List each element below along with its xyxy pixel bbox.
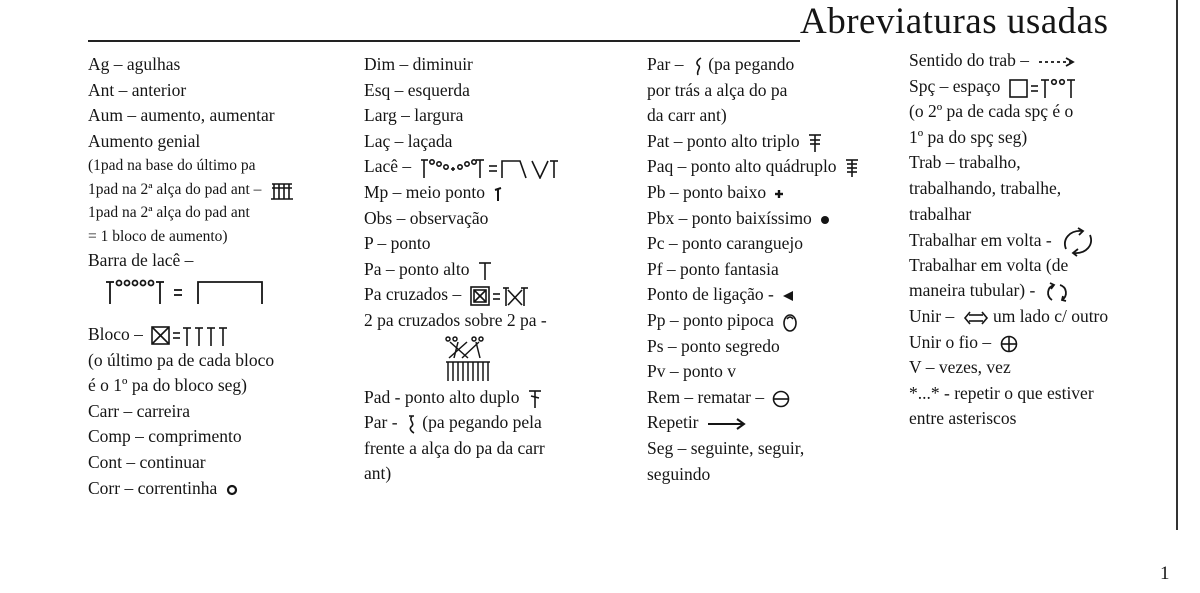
- entry-text: Pa – ponto alto: [364, 258, 470, 279]
- entry-with-symbol: [647, 308, 859, 334]
- entry-text: Bloco –: [88, 323, 143, 344]
- entry-with-symbol: [909, 278, 1108, 304]
- entry-text: Sentido do trab –: [909, 50, 1030, 70]
- abbreviation-column-4: [909, 48, 1108, 432]
- left-triangle-icon: [782, 290, 794, 302]
- entry: Larg – largura: [364, 105, 464, 126]
- ponto-alto-quadruplo-symbol-icon: [845, 158, 859, 178]
- entry-text: Repetir: [647, 412, 699, 433]
- entry-with-symbol: [647, 154, 859, 180]
- entry-text: Trabalhar em volta -: [909, 230, 1052, 251]
- entry-with-symbol: [647, 410, 859, 436]
- entry: é o 1º pa do bloco seg): [88, 375, 247, 396]
- entry: entre asteriscos: [909, 408, 1017, 429]
- two-crossed-pa-symbol-icon: [364, 334, 570, 385]
- entry: Comp – comprimento: [88, 426, 242, 447]
- entry: por trás a alça do pa: [647, 79, 788, 100]
- dashed-right-arrow-icon: [1037, 56, 1077, 68]
- meio-ponto-symbol-icon: [493, 186, 503, 202]
- abbreviation-column-1: [88, 52, 295, 501]
- entry: V – vezes, vez: [909, 357, 1011, 378]
- entry-text: Lacê –: [364, 156, 412, 177]
- ponto-alto-triplo-symbol-icon: [808, 133, 822, 153]
- entry: Cont – continuar: [88, 451, 206, 472]
- entry-with-symbol: [364, 257, 570, 283]
- entry-with-symbol: [909, 304, 1108, 330]
- entry: (o último pa de cada bloco: [88, 349, 275, 370]
- page-number: 1: [1160, 563, 1170, 584]
- back-post-symbol-icon: [692, 56, 704, 76]
- entry: (o 2º pa de cada spç é o: [909, 101, 1074, 122]
- entry-with-symbol: [647, 206, 859, 232]
- entry-text: Paq – ponto alto quádruplo: [647, 156, 837, 177]
- abbreviation-column-2: [364, 52, 570, 487]
- entry-text: Unir –: [909, 305, 955, 326]
- entry-with-symbol: [88, 476, 295, 502]
- entry-with-symbol: [909, 74, 1108, 100]
- entry: Barra de lacê –: [88, 250, 194, 271]
- entry: = 1 bloco de aumento): [88, 227, 228, 245]
- ponto-alto-symbol-icon: [478, 261, 492, 281]
- entry: trabalhando, trabalhe,: [909, 177, 1062, 198]
- entry-text-suffix: (pa pegando: [708, 54, 795, 74]
- entry-text: Pat – ponto alto triplo: [647, 130, 800, 151]
- entry-text: Unir o fio –: [909, 331, 992, 352]
- entry-text-suffix: um lado c/ outro: [992, 305, 1109, 326]
- plus-icon: [774, 189, 784, 199]
- entry-text: Pbx – ponto baixíssimo: [647, 207, 812, 228]
- entry: Pv – ponto v: [647, 361, 736, 382]
- entry: Pf – ponto fantasia: [647, 258, 779, 279]
- entry-text: Par –: [647, 54, 684, 74]
- entry-text: Ponto de ligação -: [647, 284, 774, 305]
- entry-text: Pad - ponto alto duplo: [364, 386, 520, 407]
- entry-with-symbol: [647, 282, 859, 308]
- entry: Dim – diminuir: [364, 54, 473, 74]
- entry-with-symbol: [647, 52, 859, 78]
- entry: Carr – carreira: [88, 400, 191, 421]
- entry: Esq – esquerda: [364, 79, 470, 100]
- entry: Trab – trabalho,: [909, 152, 1021, 173]
- entry-text: Mp – meio ponto: [364, 181, 486, 202]
- entry: *...* - repetir o que estiver: [909, 382, 1094, 403]
- front-post-symbol-icon: [406, 414, 418, 434]
- tubular-arrows-icon: [1044, 282, 1070, 302]
- pa-cruzados-symbol-icon: [470, 285, 534, 307]
- espaco-symbol-icon: [1009, 77, 1089, 99]
- entry: ant): [364, 463, 392, 484]
- aumento-genial-symbol-icon: [269, 180, 295, 200]
- open-circle-icon: [226, 484, 238, 496]
- entry-text: Pa cruzados –: [364, 284, 462, 305]
- entry: Ag – agulhas: [88, 54, 181, 74]
- page-title: Abreviaturas usadas: [800, 1, 1109, 42]
- entry-text: Par -: [364, 412, 398, 433]
- ponto-alto-duplo-symbol-icon: [528, 389, 542, 409]
- entry: Ps – ponto segredo: [647, 335, 780, 356]
- entry-with-symbol: [364, 180, 570, 206]
- entry: Ant – anterior: [88, 79, 187, 100]
- entry: Aumento genial: [88, 130, 201, 151]
- entry-text: Pb – ponto baixo: [647, 181, 767, 202]
- entry-with-symbol: [909, 330, 1108, 356]
- entry-with-symbol: [647, 129, 859, 155]
- entry-with-symbol: [364, 385, 570, 411]
- circle-plus-icon: [1000, 335, 1018, 353]
- entry: Aum – aumento, aumentar: [88, 105, 275, 126]
- circle-minus-icon: [772, 390, 790, 408]
- entry-text: Corr – correntinha: [88, 477, 218, 498]
- entry-with-symbol: [364, 410, 570, 436]
- entry: 1º pa do spç seg): [909, 126, 1028, 147]
- title-rule: [88, 40, 800, 42]
- barra-de-lace-symbol-icon: [88, 274, 295, 314]
- entry-with-symbol: [364, 154, 570, 180]
- entry-with-symbol: [364, 282, 570, 308]
- entry-with-symbol: [909, 227, 1108, 253]
- entry-text-suffix: (pa pegando pela: [422, 412, 542, 433]
- entry: Obs – observação: [364, 207, 489, 228]
- entry: da carr ant): [647, 105, 727, 126]
- entry-with-symbol: [647, 180, 859, 206]
- entry-text: Pp – ponto pipoca: [647, 309, 774, 330]
- entry-with-symbol: [88, 178, 295, 202]
- entry: Trabalhar em volta (de: [909, 254, 1069, 275]
- entry: Laç – laçada: [364, 130, 453, 151]
- page-edge-rule: [1176, 0, 1178, 530]
- entry-text: Spç – espaço: [909, 75, 1001, 96]
- entry-with-symbol: [88, 322, 295, 348]
- lace-symbol-icon: [420, 157, 570, 179]
- entry: 1pad na 2ª alça do pad ant: [88, 204, 250, 222]
- abbreviation-column-3: [647, 52, 859, 487]
- long-right-arrow-icon: [707, 418, 747, 430]
- filled-dot-icon: [820, 215, 830, 225]
- bloco-symbol-icon: [151, 325, 231, 347]
- entry: Pc – ponto caranguejo: [647, 233, 803, 254]
- entry-text: Rem – rematar –: [647, 386, 765, 407]
- entry-text: maneira tubular) -: [909, 280, 1036, 301]
- entry: 2 pa cruzados sobre 2 pa -: [364, 309, 547, 330]
- entry: seguindo: [647, 463, 711, 484]
- entry: Seg – seguinte, seguir,: [647, 437, 805, 458]
- pipoca-symbol-icon: [782, 312, 798, 332]
- entry: trabalhar: [909, 203, 972, 224]
- entry: (1pad na base do último pa: [88, 157, 256, 175]
- entry-with-symbol: [647, 385, 859, 411]
- entry-with-symbol: [909, 48, 1108, 74]
- double-arrow-icon: [963, 311, 989, 325]
- entry-text: 1pad na 2ª alça do pad ant –: [88, 180, 262, 198]
- entry: frente a alça do pa da carr: [364, 437, 545, 458]
- entry: P – ponto: [364, 233, 431, 254]
